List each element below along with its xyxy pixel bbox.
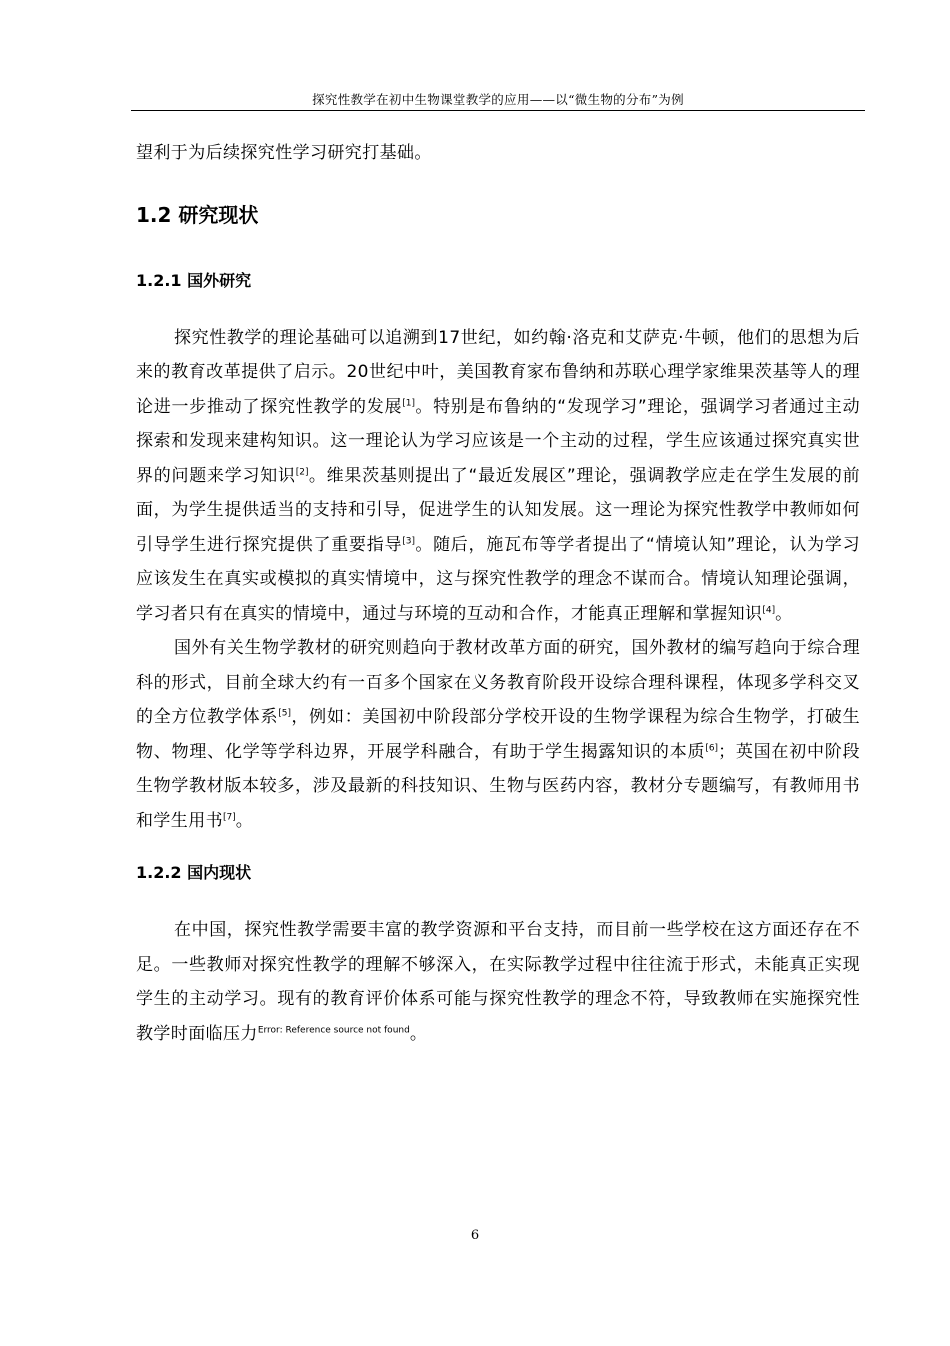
text-run: 。 <box>409 1023 428 1044</box>
paragraph-foreign-textbooks <box>136 631 860 838</box>
text-run: 。特别是布鲁纳的“发现学习”理论，强调学习者通过主动探索和发现来建构知识。这一理论认为学习应该是一个主动的过程，学生应该通过探究真实世界的问题来学习知识 <box>136 396 861 486</box>
text-run: 。 <box>775 603 793 624</box>
subsection-heading-1-2-2: 1.2.2 国内现状 <box>136 863 252 882</box>
citation[interactable]: [2] <box>295 466 309 477</box>
page-number: 6 <box>470 1228 480 1243</box>
text-run: 。随后，施瓦布等学者提出了“情境认知”理论，认为学习应该发生在真实或模拟的真实情境中，这与探究性教学的理念不谋而合。情境认知理论强调，学习者只有在真实的情境中，通过与环境的互动和合作，才能真正理解和掌握知识 <box>136 534 861 624</box>
paragraph-domestic-status <box>136 913 860 1051</box>
text-run: 在中国，探究性教学需要丰富的教学资源和平台支持，而目前一些学校在这方面还存在不足。一些教师对探究性教学的理解不够深入，在实际教学过程中往往流于形式，未能真正实现学生的主动学习。现有的教育评价体系可能与探究性教学的理念不符，导致教师在实施探究性教学时面临压力 <box>136 920 860 1044</box>
citation[interactable]: [5] <box>278 708 291 719</box>
paragraph-foreign-theory <box>136 321 860 632</box>
citation[interactable]: [4] <box>762 604 776 615</box>
citation[interactable]: [1] <box>402 397 415 408</box>
citation[interactable]: [7] <box>223 811 236 822</box>
paragraph-continuation: 望利于为后续探究性学习研究打基础。 <box>136 143 432 163</box>
page-body <box>136 130 860 1051</box>
running-header: 探究性教学在初中生物课堂教学的应用——以“微生物的分布”为例 <box>131 90 865 111</box>
citation[interactable]: [6] <box>705 742 719 753</box>
text-run: 探究性教学的理论基础可以追溯到17世纪，如约翰·洛克和艾萨克·牛顿，他们的思想为后来的教育改革提供了启示。20世纪中叶，美国教育家布鲁纳和苏联心理学家维果茨基等人的理论进一步推动了探究性教学的发展 <box>136 327 860 417</box>
text-run: 国外有关生物学教材的研究则趋向于教材改革方面的研究，国外教材的编写趋向于综合理科的形式，目前全球大约有一百多个国家在义务教育阶段开设综合理科课程，体现多学科交叉的全方位教学体系 <box>136 638 860 727</box>
citation[interactable]: [3] <box>402 535 415 546</box>
section-heading-1-2: 1.2 研究现状 <box>136 202 259 227</box>
text-run: ；英国在初中阶段生物学教材版本较多，涉及最新的科技知识、生物与医药内容，教材分专题编写，有教师用书和学生用书 <box>136 741 860 831</box>
text-run: 。维果茨基则提出了“最近发展区”理论，强调教学应走在学生发展的前面，为学生提供适当的支持和引导，促进学生的认知发展。这一理论为探究性教学中教师如何引导学生进行探究提供了重要指导 <box>136 465 860 555</box>
citation-error[interactable]: Error: Reference source not found <box>257 1024 410 1035</box>
text-run: ，例如：美国初中阶段部分学校开设的生物学课程为综合生物学，打破生物、物理、化学等学科边界，开展学科融合，有助于学生揭露知识的本质 <box>136 707 860 762</box>
subsection-heading-1-2-1: 1.2.1 国外研究 <box>136 270 252 290</box>
text-run: 。 <box>235 810 254 831</box>
